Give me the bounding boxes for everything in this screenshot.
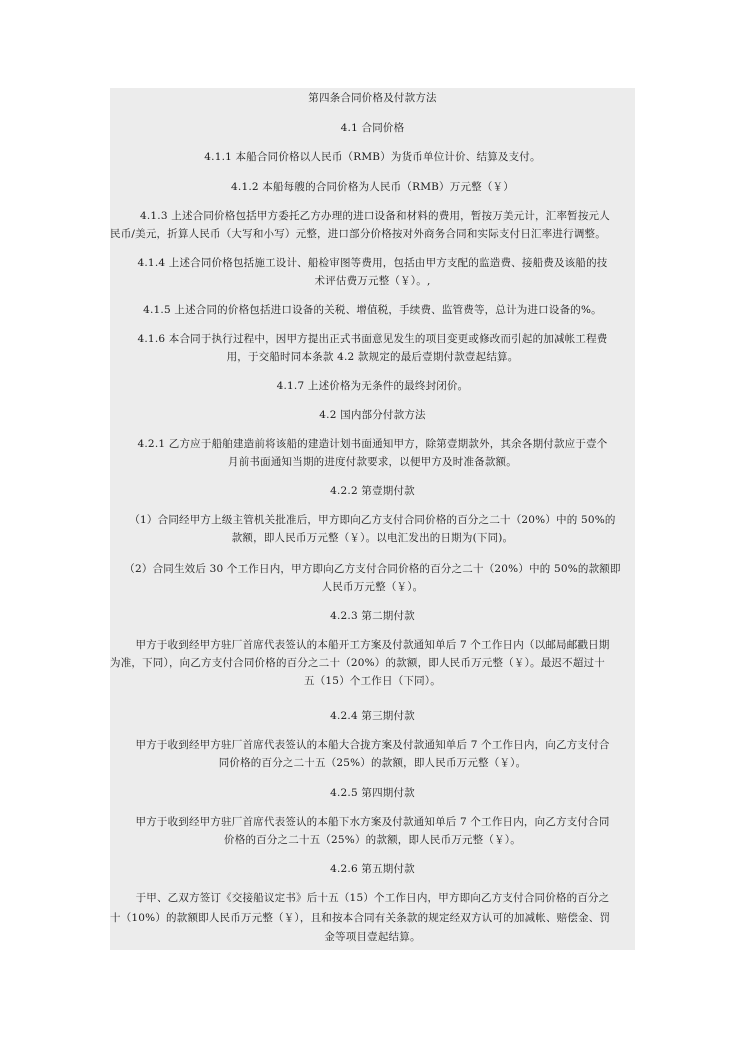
- clause-4-1-4-line-1: 4.1.4 上述合同价格包括施工设计、船检审图等费用，包括由甲方支配的监造费、接船费及该船的技: [137, 257, 608, 269]
- clause-4-2-5-line-1: 甲方于收到经甲方驻厂首席代表签认的本船下水方案及付款通知单后 7 个工作日内，向乙方支付合同: [135, 816, 610, 828]
- clause-4-1-7: 4.1.7 上述价格为无条件的最终封闭价。: [276, 380, 469, 392]
- clause-4-2-6-line-2: 十（10%）的款额即人民币万元整（￥），且和按本合同有关条款的规定经双方认可的加减帐、赔偿金、罚: [110, 912, 611, 924]
- clause-4-2-4-line-2: 同价格的百分之二十五（25%）的款额，即人民币万元整（￥）。: [218, 757, 527, 769]
- section-heading-4-2: 4.2 国内部分付款方法: [319, 409, 426, 421]
- clause-4-1-5: 4.1.5 上述合同的价格包括进口设备的关税、增值税，手续费、监管费等，总计为进口设备的%。: [143, 304, 602, 316]
- clause-4-2-4-heading: 4.2.4 第三期付款: [330, 710, 415, 722]
- clause-4-2-2-heading: 4.2.2 第壹期付款: [330, 485, 415, 497]
- clause-4-2-2-item-1-line-2: 款额，即人民币万元整（￥）。以电汇发出的日期为(下同)。: [231, 532, 514, 544]
- clause-4-2-2-item-1-line-1: （1）合同经甲方上级主管机关批准后，甲方即向乙方支付合同价格的百分之二十（20%）中的 50%的: [129, 514, 616, 526]
- clause-4-1-6-line-1: 4.1.6 本合同于执行过程中，因甲方提出正式书面意见发生的项目变更或修改而引起的加减帐工程费: [137, 333, 608, 345]
- clause-4-2-3-line-3: 五（15）个工作日（下同）。: [304, 675, 441, 687]
- clause-4-2-2-item-2-line-2: 人民币万元整（￥）。: [321, 581, 424, 593]
- clause-4-2-1-line-2: 月前书面通知当期的进度付款要求，以便甲方及时准备款额。: [228, 456, 517, 468]
- clause-4-2-3-line-1: 甲方于收到经甲方驻厂首席代表签认的本船开工方案及付款通知单后 7 个工作日内（以邮局邮戳日期: [135, 639, 610, 651]
- clause-4-1-2: 4.1.2 本船每艘的合同价格为人民币（RMB）万元整（￥）: [231, 181, 514, 193]
- clause-4-1-3-line-2: 民币/美元，折算人民币（大写和小写）元整，进口部分价格按对外商务合同和实际支付日汇率进行调整。: [110, 228, 606, 240]
- clause-4-1-4-line-2: 术评估费万元整（￥）。,: [314, 275, 431, 287]
- clause-4-2-6-line-1: 于甲、乙双方签订《交接船议定书》后十五（15）个工作日内，甲方即向乙方支付合同价格的百分之: [135, 892, 610, 904]
- clause-4-1-1: 4.1.1 本船合同价格以人民币（RMB）为货币单位计价、结算及支付。: [204, 151, 541, 163]
- clause-4-2-4-line-1: 甲方于收到经甲方驻厂首席代表签认的本船大合拢方案及付款通知单后 7 个工作日内，向乙方支付合: [135, 739, 610, 751]
- clause-4-2-3-line-2: 为准，下同），向乙方支付合同价格的百分之二十（20%）的款额，即人民币万元整（￥）。最迟不超过十: [110, 657, 605, 669]
- document-title: 第四条合同价格及付款方法: [308, 92, 437, 104]
- clause-4-2-2-item-2-line-1: （2）合同生效后 30 个工作日内，甲方即向乙方支付合同价格的百分之二十（20%）中的 50%的款额即: [124, 563, 621, 575]
- clause-4-2-1-line-1: 4.2.1 乙方应于船舶建造前将该船的建造计划书面通知甲方，除第壹期款外，其余各期付款应于壹个: [137, 438, 608, 450]
- clause-4-1-3-line-1: 4.1.3 上述合同价格包括甲方委托乙方办理的进口设备和材料的费用，暂按万美元计，汇率暂按元人: [140, 210, 610, 222]
- clause-4-2-6-heading: 4.2.6 第五期付款: [330, 863, 415, 875]
- clause-4-2-5-heading: 4.2.5 第四期付款: [330, 787, 415, 799]
- clause-4-2-5-line-2: 价格的百分之二十五（25%）的款额，即人民币万元整（￥）。: [224, 834, 521, 846]
- clause-4-2-6-line-3: 金等项目壹起结算。: [324, 931, 421, 943]
- clause-4-1-6-line-2: 用，于交船时同本条款 4.2 款规定的最后壹期付款壹起结算。: [226, 351, 519, 363]
- section-heading-4-1: 4.1 合同价格: [340, 122, 405, 134]
- clause-4-2-3-heading: 4.2.3 第二期付款: [330, 610, 415, 622]
